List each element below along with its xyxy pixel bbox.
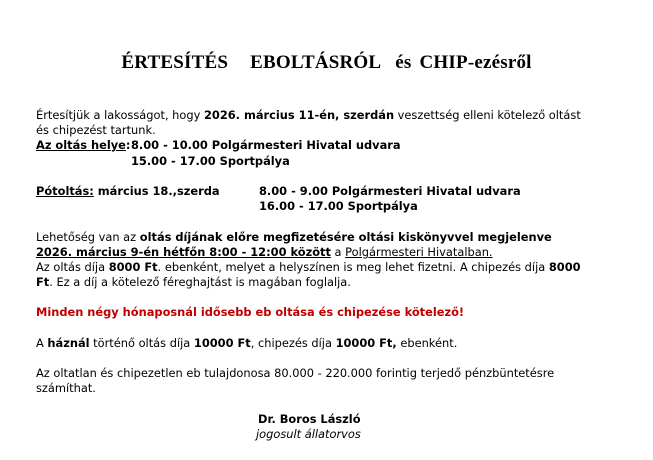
home-bold-haznal: háznál (47, 335, 90, 350)
potoltas-slot-1: 8.00 - 9.00 Polgármesteri Hivatal udvara (259, 183, 521, 198)
oltas-line-1 (36, 138, 636, 153)
oltas-slot-1: 8.00 - 10.00 Polgármesteri Hivatal udvara (131, 138, 401, 153)
page-title (0, 52, 653, 74)
title-word-chip: CHIP-ezésről (419, 52, 532, 73)
title-word-ertesites: ÉRTESÍTÉS (121, 52, 229, 73)
intro-date: 2026. március 11-én, szerdán (203, 108, 395, 122)
signature-role: jogosult állatorvos (256, 426, 361, 441)
potoltas-line-2 (36, 199, 636, 214)
prepay-date: 2026. március 9-én hétfőn 8:00 - 12:00 között (36, 244, 331, 259)
prepay-line-2 (36, 245, 636, 260)
notice-body (36, 108, 636, 442)
prepay-line-1 (36, 230, 636, 245)
signature-name: Dr. Boros László (258, 411, 361, 426)
home-text-1: A (36, 335, 48, 350)
title-word-es: és (395, 52, 412, 73)
potoltas-date: március 18.,szerda (93, 183, 220, 198)
prepay-l3-chip-price: 8000 (548, 259, 581, 274)
prepay-l4-text: . Ez a díj a kötelező féreghajtást is magában foglalja. (49, 275, 351, 290)
prepay-l4-ft: Ft (36, 275, 50, 290)
oltas-slot-2: 15.00 - 17.00 Sportpálya (131, 153, 290, 168)
home-text-2: történő oltás díja (89, 335, 194, 350)
home-price-oltas: 10000 Ft (193, 335, 251, 350)
title-word-eboltasrol: EBOLTÁSRÓL (250, 52, 382, 73)
home-price-chip: 10000 Ft, (335, 335, 397, 350)
penalty-line-2: számíthat. (36, 381, 96, 396)
prepay-text-1: Lehetőség van az (36, 229, 140, 244)
home-line (36, 336, 636, 351)
intro-line-2: és chipezést tartunk. (36, 123, 156, 138)
oltas-label: Az oltás helye (36, 138, 126, 153)
oltas-colon: : (125, 138, 131, 153)
intro-line-1 (36, 108, 636, 123)
home-text-3: , chipezés díja (250, 335, 336, 350)
oltas-line-2 (36, 154, 636, 169)
prepay-place: Polgármesteri Hivatalban. (345, 244, 493, 259)
prepay-line-4 (36, 275, 636, 290)
prepay-bold-1: oltás díjának előre megfizetésére oltási kiskönyvvel megjelenve (139, 229, 552, 244)
prepay-l3-price: 8000 Ft (108, 259, 158, 274)
prepay-l3-text-2: . ebenként, melyet a helyszínen is meg lehet fizetni. A chipezés díja (157, 259, 549, 274)
penalty-line-1: Az oltatlan és chipezetlen eb tulajdonosa 80.000 - 220.000 forintig terjedő pénzbüntetésre (36, 366, 555, 381)
intro-text-1: Értesítjük a lakosságot, hogy (36, 108, 204, 122)
potoltas-slot-2: 16.00 - 17.00 Sportpálya (259, 199, 418, 214)
warning-line: Minden négy hónaposnál idősebb eb oltása és chipezése kötelező! (36, 305, 465, 320)
prepay-text-2: a (330, 244, 346, 259)
intro-text-2: veszettség elleni kötelező oltást (394, 108, 581, 122)
prepay-line-3 (36, 260, 636, 275)
potoltas-label: Pótoltás: (36, 183, 94, 198)
prepay-l3-text-1: Az oltás díja (36, 259, 109, 274)
potoltas-line-1 (36, 184, 636, 199)
signature-name-row (36, 412, 636, 427)
home-text-4: ebenként. (396, 335, 458, 350)
